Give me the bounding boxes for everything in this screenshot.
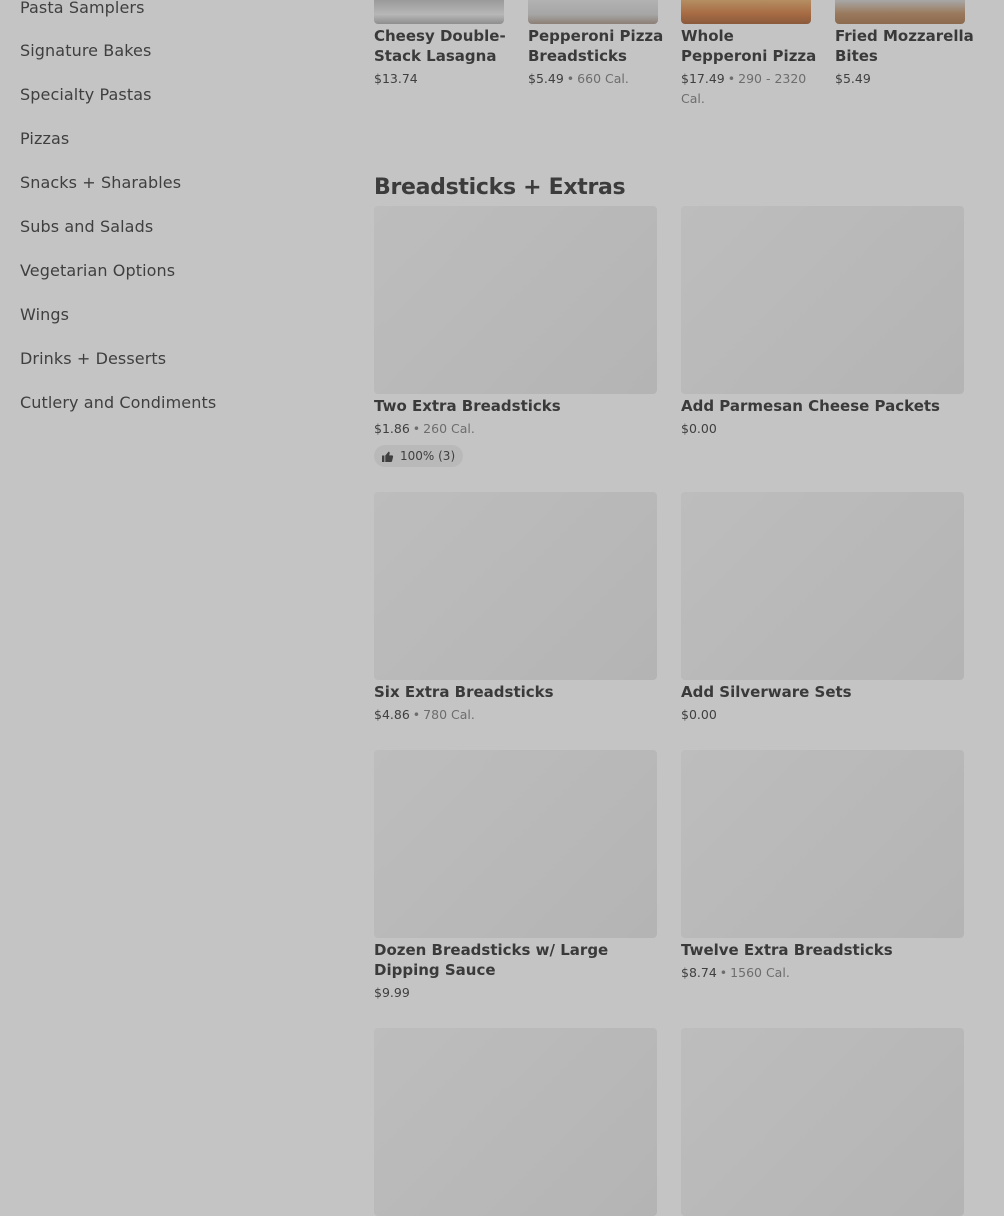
item-price: $0.00 xyxy=(681,707,717,722)
item-image xyxy=(681,0,811,24)
item-meta xyxy=(835,69,970,89)
sidebar-item-drinks-desserts[interactable]: Drinks + Desserts xyxy=(20,349,167,368)
meta-separator: • xyxy=(727,71,736,86)
item-name: Dozen Breadsticks w/ Large Dipping Sauce xyxy=(374,941,609,979)
item-name: Whole Pepperoni Pizza xyxy=(681,27,817,65)
menu-item-card[interactable] xyxy=(374,206,657,467)
item-image-placeholder xyxy=(681,1028,964,1216)
rating-badge xyxy=(374,445,463,467)
sidebar-item-cutlery-condiments[interactable]: Cutlery and Condiments xyxy=(20,393,217,412)
item-meta xyxy=(681,419,964,439)
item-image-placeholder xyxy=(681,206,964,394)
item-image-placeholder xyxy=(374,206,657,394)
item-meta xyxy=(681,705,964,725)
item-meta xyxy=(528,69,663,89)
featured-carousel xyxy=(374,0,994,120)
sidebar-item-pasta-samplers[interactable]: Pasta Samplers xyxy=(20,0,145,17)
item-price: $5.49 xyxy=(528,71,564,86)
item-name: Add Silverware Sets xyxy=(681,683,852,701)
item-name: Twelve Extra Breadsticks xyxy=(681,941,893,959)
menu-item-card[interactable] xyxy=(374,492,657,725)
menu-item-card[interactable] xyxy=(681,750,964,983)
item-image-placeholder xyxy=(374,492,657,680)
item-name: Two Extra Breadsticks xyxy=(374,397,561,415)
item-name: Pepperoni Pizza Breadsticks xyxy=(528,27,664,65)
item-calories: 1560 Cal. xyxy=(730,965,790,980)
item-image-placeholder xyxy=(374,750,657,938)
sidebar-item-specialty-pastas[interactable]: Specialty Pastas xyxy=(20,85,152,104)
meta-separator: • xyxy=(719,965,728,980)
item-name: Add Parmesan Cheese Packets xyxy=(681,397,940,415)
item-price: $9.99 xyxy=(374,985,410,1000)
item-image-placeholder xyxy=(374,1028,657,1216)
item-calories: 660 Cal. xyxy=(577,71,629,86)
menu-item-card[interactable] xyxy=(681,206,964,439)
item-price: $1.86 xyxy=(374,421,410,436)
item-meta xyxy=(681,963,964,983)
item-image xyxy=(528,0,658,24)
item-calories: 780 Cal. xyxy=(423,707,475,722)
thumbs-up-icon xyxy=(382,451,394,462)
sidebar-item-vegetarian-options[interactable]: Vegetarian Options xyxy=(20,261,176,280)
meta-separator: • xyxy=(566,71,575,86)
item-meta xyxy=(374,69,509,89)
menu-item-card[interactable] xyxy=(374,1028,657,1216)
sidebar-item-snacks-sharables[interactable]: Snacks + Sharables xyxy=(20,173,182,192)
item-meta xyxy=(374,419,657,439)
item-calories: 260 Cal. xyxy=(423,421,475,436)
item-image-placeholder xyxy=(681,492,964,680)
item-calories: 290 - 2320 Cal. xyxy=(681,71,807,106)
sidebar-item-wings[interactable]: Wings xyxy=(20,305,70,324)
sidebar-item-pizzas[interactable]: Pizzas xyxy=(20,129,70,148)
menu-item-card[interactable] xyxy=(681,1028,964,1216)
section-title: Breadsticks + Extras xyxy=(374,175,626,201)
item-meta xyxy=(374,705,657,725)
menu-item-card[interactable] xyxy=(374,750,657,1003)
rating-text: 100% (3) xyxy=(400,449,456,463)
item-image-placeholder xyxy=(681,750,964,938)
meta-separator: • xyxy=(412,707,421,722)
item-price: $4.86 xyxy=(374,707,410,722)
item-price: $5.49 xyxy=(835,71,871,86)
item-price: $17.49 xyxy=(681,71,725,86)
item-image xyxy=(374,0,504,24)
item-name: Six Extra Breadsticks xyxy=(374,683,554,701)
item-price: $13.74 xyxy=(374,71,418,86)
sidebar-item-signature-bakes[interactable]: Signature Bakes xyxy=(20,41,152,60)
item-image xyxy=(835,0,965,24)
item-meta xyxy=(374,983,657,1003)
item-name: Cheesy Double-Stack Lasagna xyxy=(374,27,506,65)
item-name: Fried Mozzarella Bites xyxy=(835,27,974,65)
sidebar-item-subs-salads[interactable]: Subs and Salads xyxy=(20,217,154,236)
menu-item-card[interactable] xyxy=(681,492,964,725)
item-meta xyxy=(681,69,816,109)
item-price: $8.74 xyxy=(681,965,717,980)
meta-separator: • xyxy=(412,421,421,436)
item-price: $0.00 xyxy=(681,421,717,436)
